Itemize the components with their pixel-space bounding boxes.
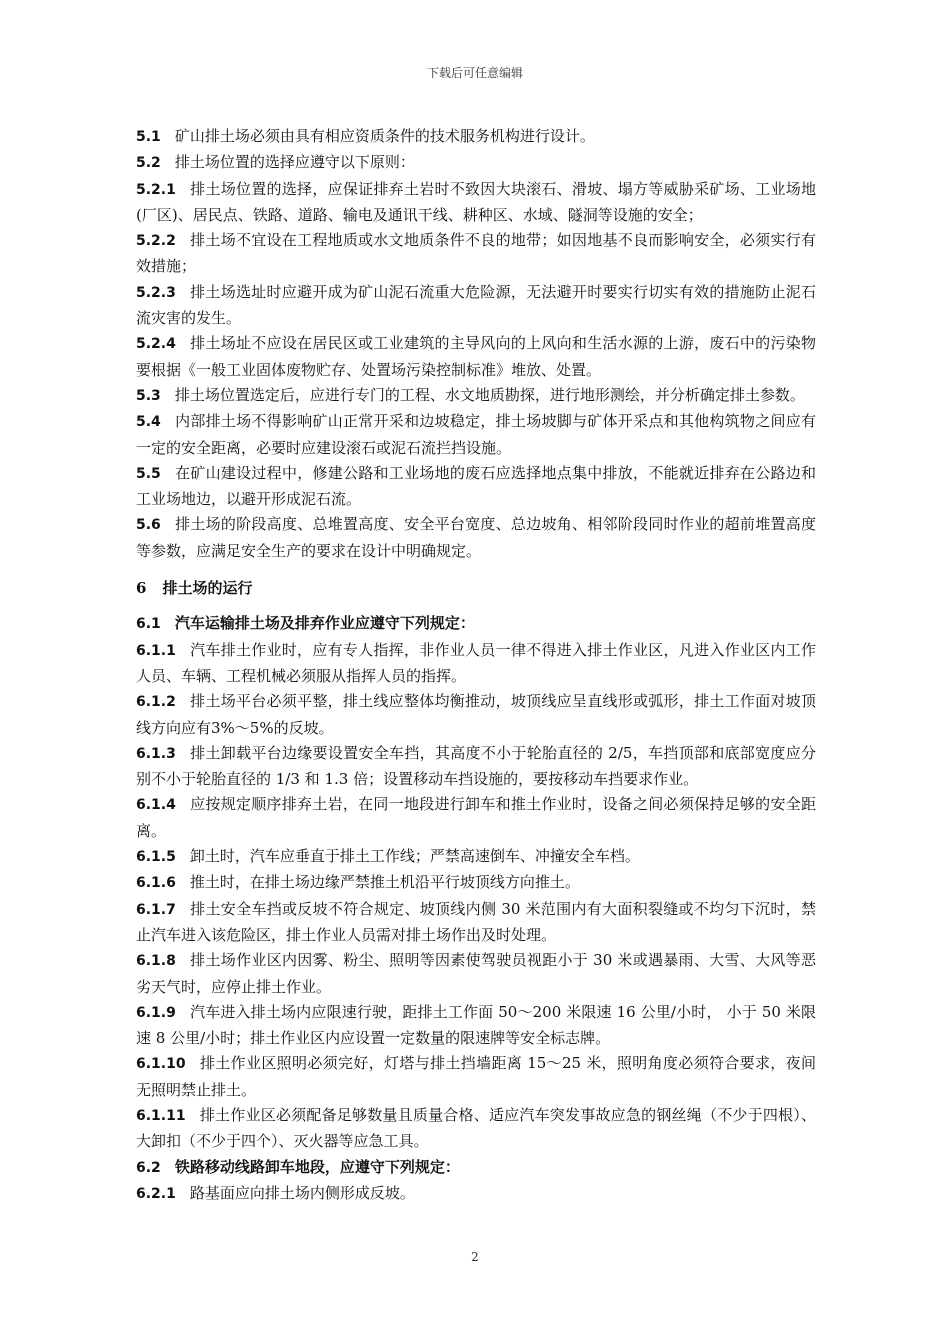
clause-text: 排土安全车挡或反坡不符合规定、坡顶线内侧 30 米范围内有大面积裂缝或不均匀下沉时，禁止汽车进入该危险区，排土作业人员需对排土场作出及时处理。 [136,899,816,944]
clause-text: 排土场平台必须平整，排土线应整体均衡推动，坡顶线应呈直线形或弧形，排土工作面对坡顶线方向应有3%～5%的反坡。 [136,692,816,737]
clause-number: 6.1.11 [136,1107,186,1124]
subsection-6-2-list [136,1181,816,1207]
clause-number: 6.1.2 [136,694,176,711]
clause-number: 6.2.1 [136,1185,176,1202]
subsection-6-1-list [136,638,816,1155]
clause-paragraph [136,1051,816,1103]
clause-text: 排土场址不应设在居民区或工业建筑的主导风向的上风向和生活水源的上游，废石中的污染物要根据《一般工业固体废物贮存、处置场污染控制标准》堆放、处置。 [136,334,816,379]
clause-text: 路基面应向排土场内侧形成反坡。 [189,1183,415,1202]
clause-number: 6.1.10 [136,1056,186,1073]
clause-paragraph [136,638,816,690]
clause-text: 排土场位置的选择应遵守以下原则： [174,153,415,172]
clause-text: 排土场的阶段高度、总堆置高度、安全平台宽度、总边坡角、相邻阶段同时作业的超前堆置高度等参数，应满足安全生产的要求在设计中明确规定。 [136,515,816,560]
clause-number: 6.1.3 [136,745,176,762]
document-body [136,124,816,1207]
clause-number: 5.2.1 [136,181,176,198]
clause-text: 排土场位置选定后，应进行专门的工程、水文地质勘探，进行地形测绘，并分析确定排土参数。 [174,385,805,404]
clause-paragraph [136,689,816,741]
clause-text: 汽车运输排土场及排弃作业应遵守下列规定： [174,614,475,633]
clause-text: 排土场位置的选择，应保证排弃土岩时不致因大块滚石、滑坡、塌方等威胁采矿场、工业场地(厂区)、居民点、铁路、道路、输电及通讯干线、耕种区、水域、隧洞等设施的安全； [136,179,816,224]
clause-text: 矿山排土场必须由具有相应资质条件的技术服务机构进行设计。 [174,127,595,145]
clause-paragraph [136,331,816,383]
chapter-title: 排土场的运行 [162,579,253,598]
clause-text: 排土场作业区内因雾、粉尘、照明等因素使驾驶员视距小于 30 米或遇暴雨、大雪、大风等恶劣天气时，应停止排土作业。 [136,951,816,996]
clause-number: 5.2.4 [136,336,176,353]
clause-paragraph [136,870,816,896]
clause-text: 排土作业区照明必须完好，灯塔与排土挡墙距离 15～25 米，照明角度必须符合要求，夜间无照明禁止排土。 [136,1054,816,1099]
clause-number: 6.1 [136,616,161,633]
clause-paragraph [136,409,816,461]
subsection-6-2-heading [136,1155,816,1181]
clause-paragraph [136,228,816,280]
clause-number: 6.1.5 [136,849,176,866]
clause-paragraph [136,177,816,229]
clause-paragraph [136,124,816,150]
clause-text: 铁路移动线路卸车地段，应遵守下列规定： [174,1157,460,1176]
clause-text: 排土场选址时应避开成为矿山泥石流重大危险源，无法避开时要实行切实有效的措施防止泥石流灾害的发生。 [136,282,816,328]
clause-number: 5.1 [136,129,161,145]
clause-text: 在矿山建设过程中，修建公路和工业场地的废石应选择地点集中排放，不能就近排弃在公路边和工业场地边，以避开形成泥石流。 [136,463,816,509]
clause-paragraph [136,383,816,409]
chapter-number: 6 [136,579,147,598]
clause-paragraph [136,150,816,176]
clause-number: 6.1.7 [136,901,176,918]
clause-text: 汽车进入排土场内应限速行驶，距排土工作面 50～200 米限速 16 公里/小时， 小于 50 米限速 8 公里/小时；排土作业区内应设置一定数量的限速牌等安全标志牌。 [136,1002,816,1048]
clause-paragraph [136,512,816,564]
clause-number: 6.2 [136,1159,161,1176]
clause-text: 排土作业区必须配备足够数量且质量合格、适应汽车突发事故应急的钢丝绳（不少于四根）、大卸扣（不少于四个）、灭火器等应急工具。 [136,1105,816,1151]
clause-text: 应按规定顺序排弃土岩，在同一地段进行卸车和推土作业时，设备之间必须保持足够的安全距离。 [136,795,816,840]
clause-paragraph [136,897,816,949]
page-header: 下载后可任意编辑 [426,66,523,80]
clause-paragraph [136,280,816,332]
clause-number: 5.6 [136,517,161,534]
clause-paragraph [136,461,816,513]
clause-number: 5.2.2 [136,233,176,250]
clause-text: 卸土时，汽车应垂直于排土工作线；严禁高速倒车、冲撞安全车档。 [189,847,640,866]
clause-paragraph [136,948,816,1000]
clause-number: 6.1.9 [136,1004,176,1021]
clause-text: 排土卸载平台边缘要设置安全车挡，其高度不小于轮胎直径的 2/5，车挡顶部和底部宽度应分别不小于轮胎直径的 1/3 和 1.3 倍；设置移动车挡设施的，要按移动车挡要求作业。 [136,743,816,789]
clause-number: 6.1.8 [136,953,176,970]
clause-number: 5.3 [136,387,161,404]
clause-number: 6.1.6 [136,875,176,892]
section-5-list [136,124,816,564]
clause-paragraph [136,1181,816,1207]
clause-number: 6.1.1 [136,642,176,659]
clause-number: 5.4 [136,414,161,431]
clause-paragraph [136,844,816,870]
clause-paragraph [136,1103,816,1155]
clause-paragraph [136,792,816,844]
clause-number: 5.2 [136,155,161,172]
clause-text: 推土时，在排土场边缘严禁推土机沿平行坡顶线方向推土。 [189,873,580,892]
clause-number: 5.5 [136,465,161,482]
clause-number: 6.1.4 [136,797,176,814]
chapter-heading [136,576,816,601]
page-number: 2 [471,1250,479,1264]
clause-number: 5.2.3 [136,284,176,301]
subsection-6-1-heading [136,611,816,637]
clause-text: 内部排土场不得影响矿山正常开采和边坡稳定，排土场坡脚与矿体开采点和其他构筑物之间应有一定的安全距离，必要时应建设滚石或泥石流拦挡设施。 [136,412,816,457]
clause-text: 排土场不宜设在工程地质或水文地质条件不良的地带；如因地基不良而影响安全，必须实行有效措施； [136,231,816,276]
clause-paragraph [136,1000,816,1052]
clause-paragraph [136,741,816,793]
clause-text: 汽车排土作业时，应有专人指挥，非作业人员一律不得进入排土作业区，凡进入作业区内工作人员、车辆、工程机械必须服从指挥人员的指挥。 [136,640,816,685]
